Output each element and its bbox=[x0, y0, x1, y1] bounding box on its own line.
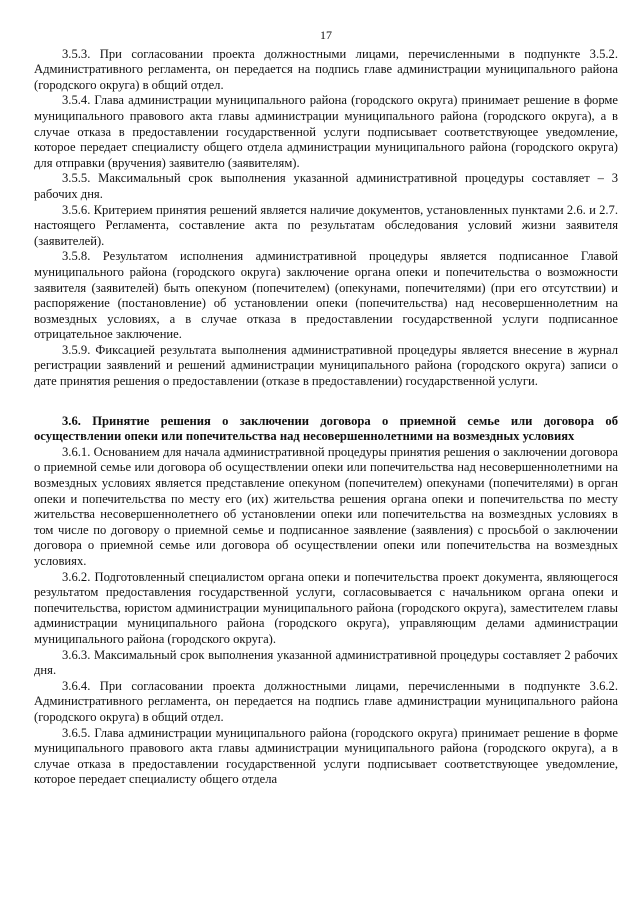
page-number: 17 bbox=[320, 28, 332, 42]
paragraph-3-5-3: 3.5.3. При согласовании проекта должностными лицами, перечисленными в подпункте 3.5.2. Административного регламента, он передается на подпись главе администрации муниципального района (городского округа) в общий отдел. bbox=[34, 46, 618, 92]
paragraph-3-5-4: 3.5.4. Глава администрации муниципального района (городского округа) принимает решение в форме муниципального правового акта главы администрации муниципального района (городского округа), а в случае отказа в предоставлении государственной услуги подписывает соответствующее уведомление, которое передает специалисту общего отдела администрации муниципального района (городского округа) для отправки (вручения) заявителю (заявителям). bbox=[34, 93, 618, 170]
paragraph-3-6-3: 3.6.3. Максимальный срок выполнения указанной административной процедуры составляет 2 рабочих дня. bbox=[34, 647, 618, 678]
paragraph-3-6-2: 3.6.2. Подготовленный специалистом органа опеки и попечительства проект документа, являющегося результатом предоставления государственной услуги, согласовывается с начальником органа опеки и попечительства, юристом администрации муниципального района (городского округа), заместителем главы администрации муниципального района (городского округа), управляющим делами администрации муниципального района (городского округа). bbox=[34, 569, 618, 646]
paragraph-3-6-1: 3.6.1. Основанием для начала административной процедуры принятия решения о заключении договора о приемной семье или договора об осуществлении опеки или попечительства над несовершеннолетними на возмездных условиях является представление опекуном (попечителем) опекунами (попечителями) в орган опеки и попечительства по месту его (их) жительства решения органа опеки и попечительства по месту жительства несовершеннолетнего об установлении опеки или попечительства на возмездных условиях в том числе по договору о приемной семье и подписанное заявление (заявления) с просьбой о заключении договора о приемной семье или договора об осуществлении опеки или попечительства на возмездных условиях. bbox=[34, 444, 618, 568]
paragraph-3-5-9: 3.5.9. Фиксацией результата выполнения административной процедуры является внесение в журнал регистрации заявлений и решений администрации муниципального района (городского округа) записи о дате принятия решения о предоставлении (отказе в предоставлении) государственной услуги. bbox=[34, 342, 618, 389]
paragraph-3-6-5: 3.6.5. Глава администрации муниципального района (городского округа) принимает решение в форме муниципального правового акта главы администрации муниципального района (городского округа), а в случае отказа в предоставлении государственной услуги подписывает соответствующее уведомление, которое передает специалисту общего отдела bbox=[34, 725, 618, 787]
paragraph-3-5-6: 3.5.6. Критерием принятия решений является наличие документов, установленных пунктами 2.6. и 2.7. настоящего Регламента, составление акта по результатам обследования условий жизни заявителя (заявителей). bbox=[34, 202, 618, 248]
section-heading-3-6: 3.6. Принятие решения о заключении договора о приемной семье или договора об осуществлении опеки или попечительства над несовершеннолетними на возмездных условиях bbox=[34, 413, 618, 444]
paragraph-3-6-4: 3.6.4. При согласовании проекта должностными лицами, перечисленными в подпункте 3.6.2. Административного регламента, он передается на подпись главе администрации муниципального района (городского округа) в общий отдел. bbox=[34, 678, 618, 724]
paragraph-3-5-8: 3.5.8. Результатом исполнения административной процедуры является подписанное Главой муниципального района (городского округа) заключение органа опеки и попечительства о возможности заявителя (заявителей) быть опекуном (попечителем) (опекунами, попечителями) (при его отсутствии) и распоряжение (постановление) об установлении опеки (попечительства) над несовершеннолетним на возмездных условиях, а в случае отказа в предоставлении государственной услуги подписанное отрицательное заключение. bbox=[34, 249, 618, 342]
paragraph-3-5-5: 3.5.5. Максимальный срок выполнения указанной административной процедуры составляет – 3 рабочих дня. bbox=[34, 171, 618, 201]
